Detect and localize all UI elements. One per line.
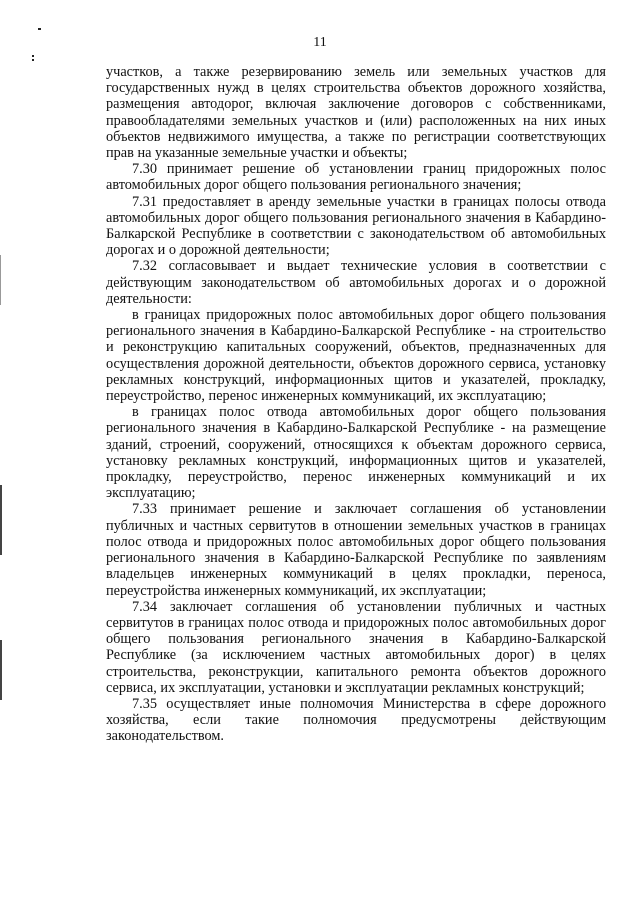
scan-speck: [38, 28, 41, 30]
page-number: 11: [313, 35, 327, 50]
paragraph-7-34: 7.34 заключает соглашения об установлении публичных и частных сервитутов в границах полос отвода и придорожных полос автомобильных дорог общего пользования регионального значения в Кабардино-Балкарской Республике (за исключением частных автомобильных дорог) в целях строительства, реконструкции, капитального ремонта объектов дорожного сервиса, их эксплуатации, установки и эксплуатации рекламных конструкций;: [106, 598, 606, 696]
paragraph-7-32: 7.32 согласовывает и выдает технические условия в соответствии с действующим законодательством об автомобильных дорогах и о дорожной деятельности:: [106, 258, 606, 307]
paragraph-7-32-right-of-way: в границах полос отвода автомобильных дорог общего пользования регионального значения в Кабардино-Балкарской Республике - на размещение зданий, строений, сооружений, относящихся к объектам дорожного сервиса, установку рекламных конструкций, информационных щитов и указателей, прокладку, переустройство, перенос инженерных коммуникаций и их эксплуатацию;: [106, 404, 606, 502]
scan-edge-mark: [0, 640, 2, 700]
scan-edge-mark: [0, 485, 2, 555]
paragraph-7-33: 7.33 принимает решение и заключает соглашения об установлении публичных и частных сервитутов в отношении земельных участков в границах полос отвода и придорожных полос автомобильных дорог общего пользования регионального значения в Кабардино-Балкарской Республике по заявлениям владельцев инженерных коммуникаций в целях прокладки, переноса, переустройства инженерных коммуникаций, их эксплуатации;: [106, 501, 606, 599]
paragraph-7-32-roadside-strips: в границах придорожных полос автомобильных дорог общего пользования регионального значения в Кабардино-Балкарской Республике - на строительство и реконструкцию капитальных сооружений, объектов, предназначенных для осуществления дорожной деятельности, объектов дорожного сервиса, установку рекламных конструкций, информационных щитов и указателей, прокладку, переустройство, перенос инженерных коммуникаций, их эксплуатацию;: [106, 307, 606, 405]
paragraph-7-30: 7.30 принимает решение об установлении границ придорожных полос автомобильных дорог общего пользования регионального значения;: [106, 161, 606, 194]
paragraph-7-35: 7.35 осуществляет иные полномочия Министерства в сфере дорожного хозяйства, если такие полномочия предусмотрены действующим законодательством.: [106, 695, 606, 745]
scan-speck: [32, 59, 34, 61]
paragraph-7-31: 7.31 предоставляет в аренду земельные участки в границах полосы отвода автомобильных дорог общего пользования регионального значения в Кабардино-Балкарской Республике в соответствии с законодательством об автомобильных дорогах и о дорожной деятельности;: [106, 193, 606, 259]
scan-edge-mark: [0, 255, 1, 305]
document-body: [106, 64, 606, 745]
scan-speck: [32, 55, 34, 57]
paragraph-continuation: участков, а также резервированию земель или земельных участков для государственных нужд в целях строительства объектов дорожного хозяйства, размещения автодорог, включая заключение договоров с собственниками, правообладателями земельных участков и (или) расположенных на них иных объектов недвижимого имущества, а также по регистрации соответствующих прав на указанные земельные участки и объекты;: [106, 64, 606, 162]
